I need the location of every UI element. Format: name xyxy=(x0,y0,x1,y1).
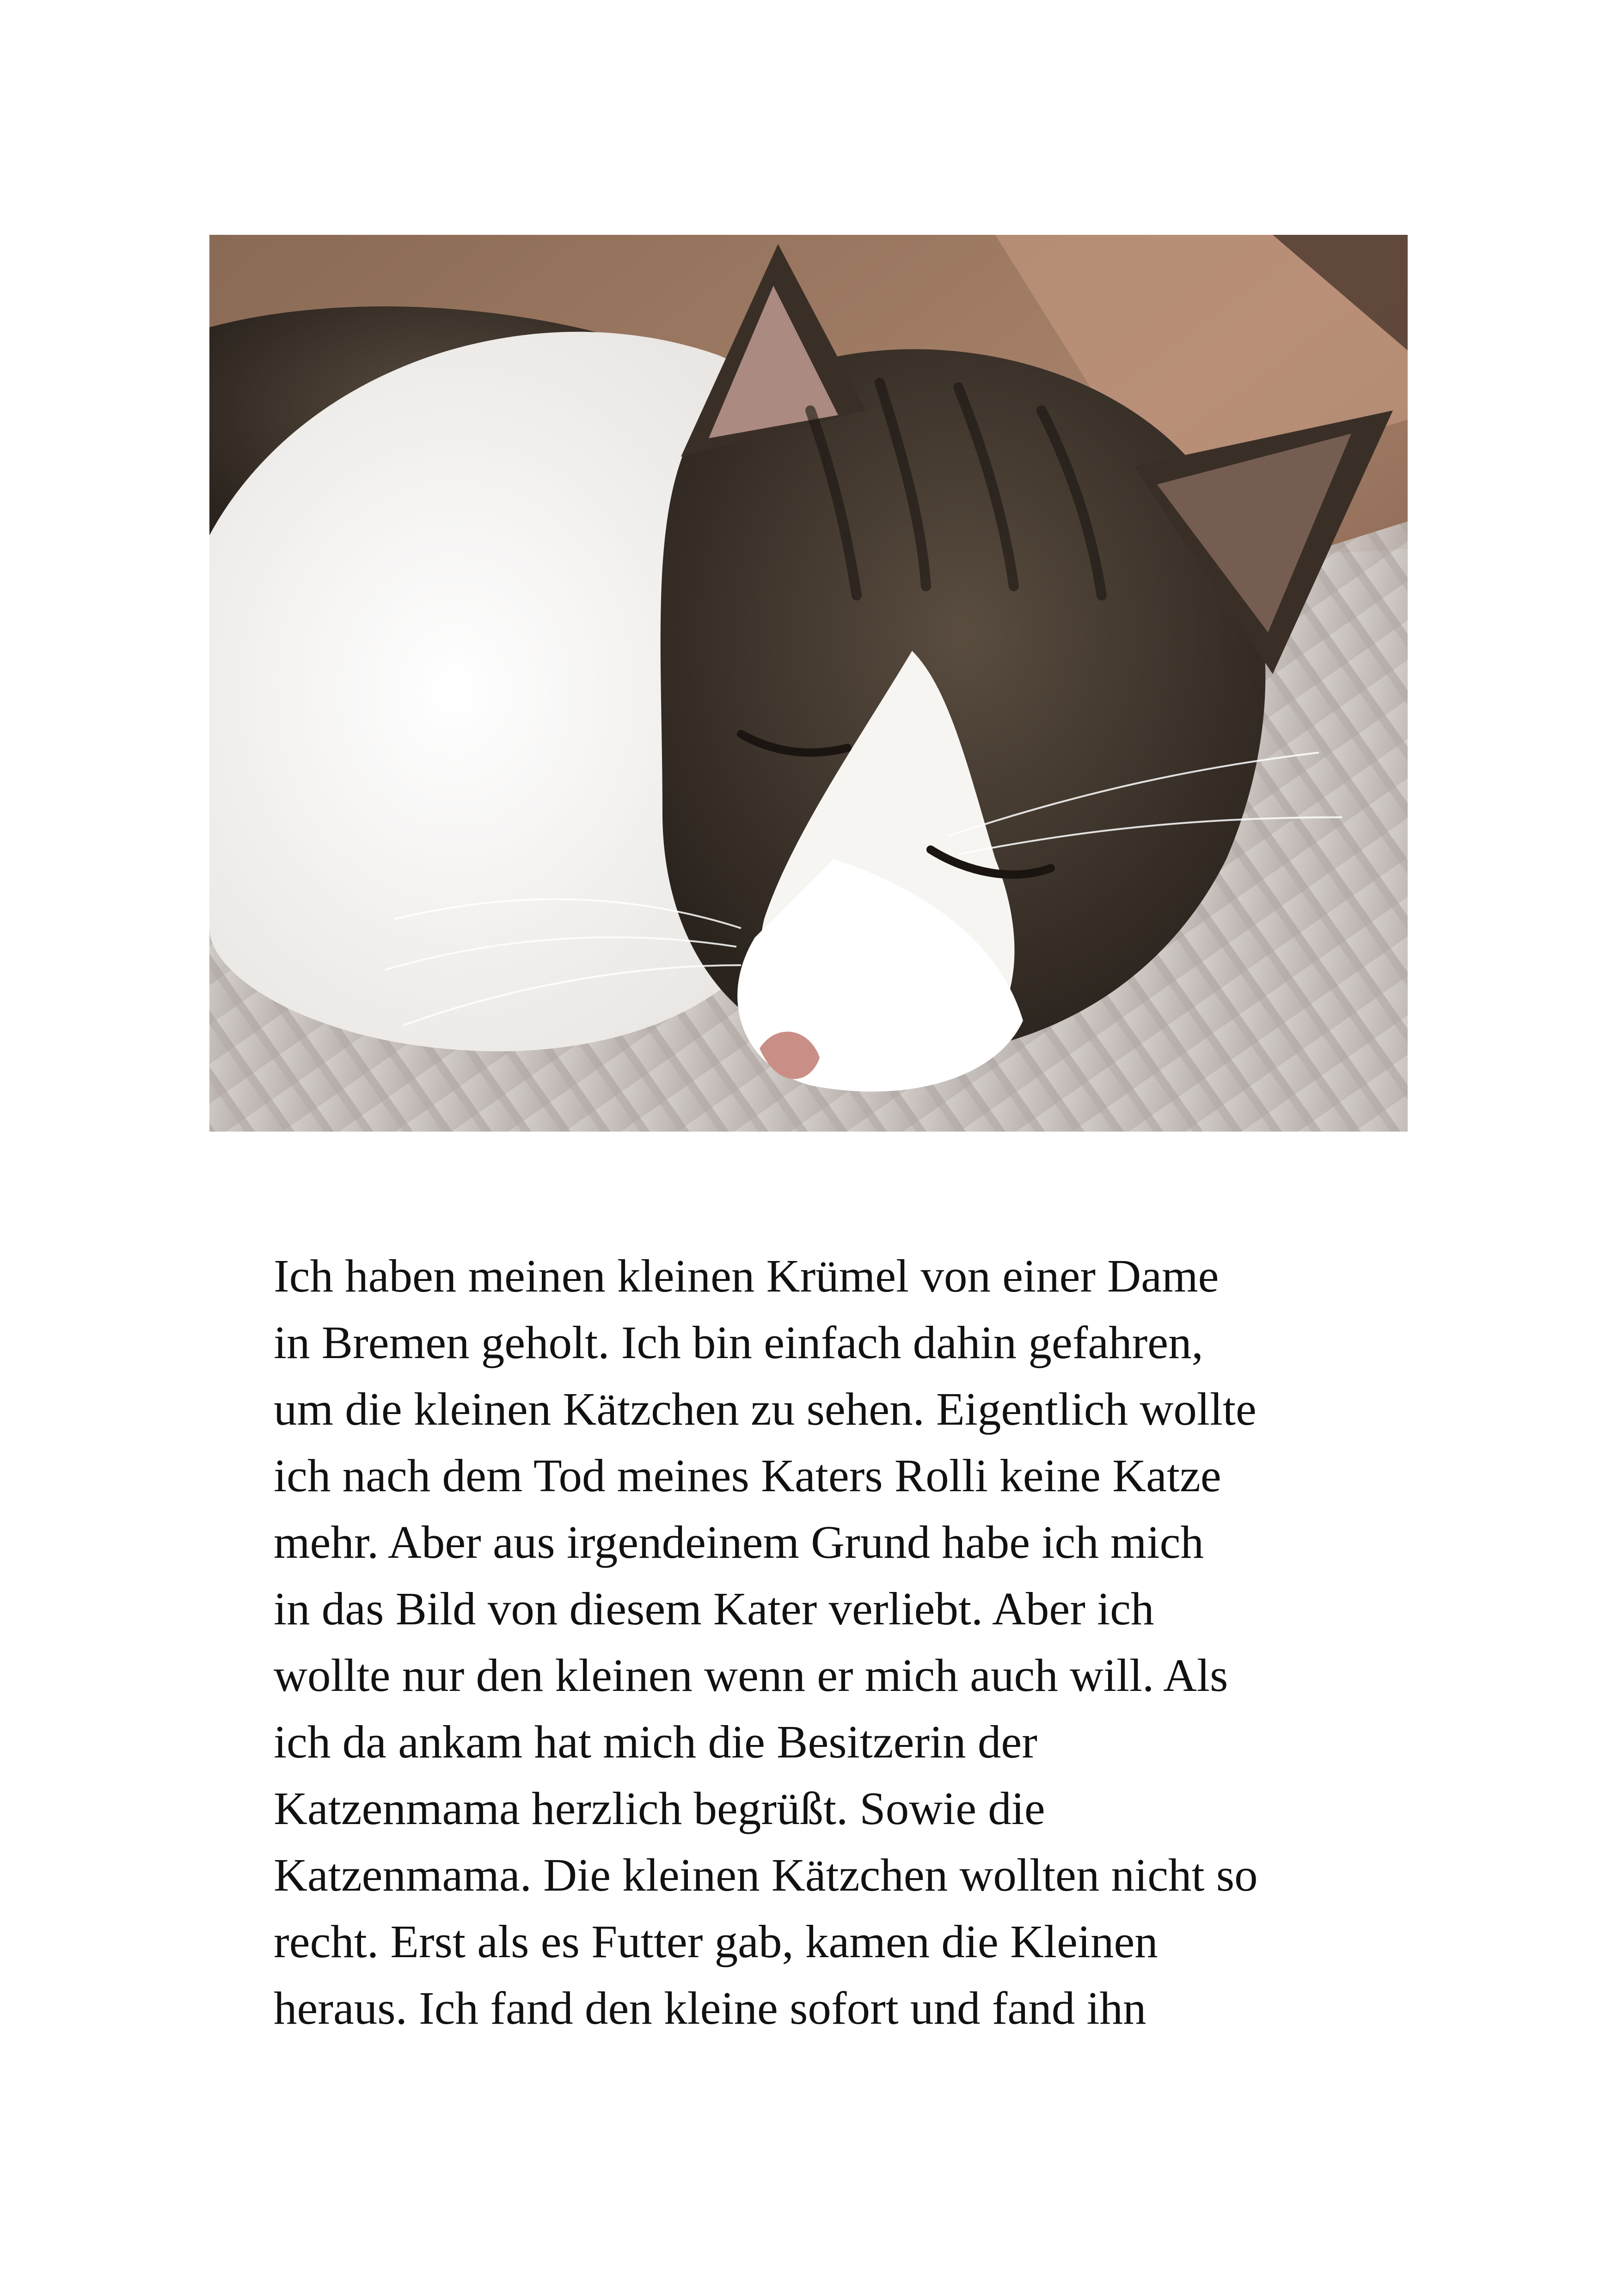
text-line: recht. Erst als es Futter gab, kamen die Kleinen xyxy=(274,1916,1158,1967)
text-line: wollte nur den kleinen wenn er mich auch will. Als xyxy=(274,1649,1228,1701)
text-line: um die kleinen Kätzchen zu sehen. Eigentlich wollte xyxy=(274,1383,1256,1435)
cat-photo xyxy=(209,235,1408,1132)
body-text xyxy=(274,1243,1383,2041)
text-line: in Bremen geholt. Ich bin einfach dahin gefahren, xyxy=(274,1316,1203,1368)
cat-photo-illustration xyxy=(209,235,1408,1132)
text-line: mehr. Aber aus irgendeinem Grund habe ich mich xyxy=(274,1516,1204,1568)
text-line: Ich haben meinen kleinen Krümel von einer Dame xyxy=(274,1250,1219,1302)
text-line: ich nach dem Tod meines Katers Rolli keine Katze xyxy=(274,1450,1221,1501)
text-line: ich da ankam hat mich die Besitzerin der xyxy=(274,1716,1037,1768)
text-line: Katzenmama. Die kleinen Kätzchen wollten nicht so xyxy=(274,1849,1258,1901)
text-line: Katzenmama herzlich begrüßt. Sowie die xyxy=(274,1782,1045,1834)
text-line: heraus. Ich fand den kleine sofort und fand ihn xyxy=(274,1982,1146,2034)
text-line: in das Bild von diesem Kater verliebt. Aber ich xyxy=(274,1583,1154,1635)
